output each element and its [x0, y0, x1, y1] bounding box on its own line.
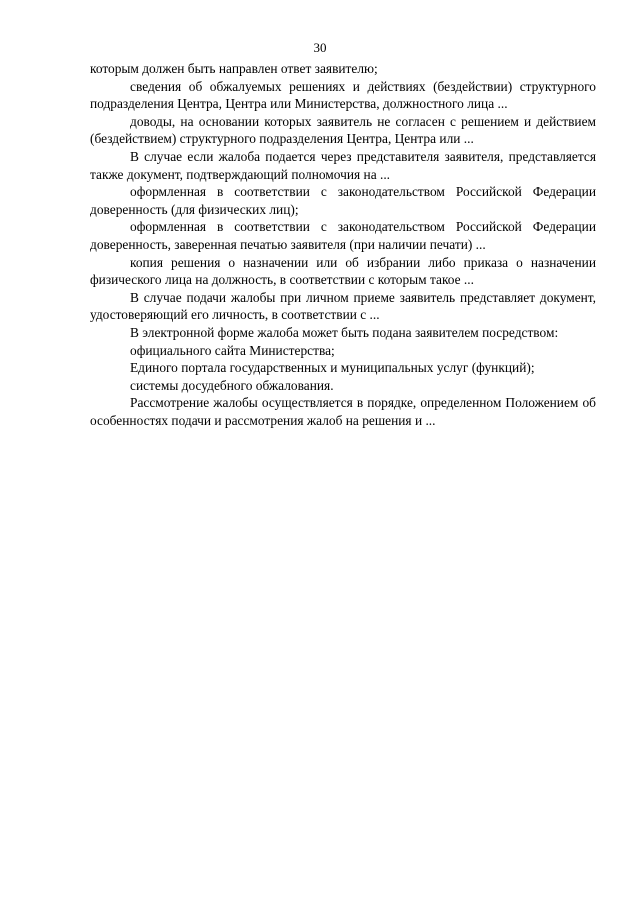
paragraph-3: доводы, на основании которых заявитель не согласен с решением и действием (бездействием) структурного подразделения Центра, Центра или ...: [90, 113, 596, 147]
paragraph-9: В электронной форме жалоба может быть подана заявителем посредством:: [130, 324, 559, 340]
paragraph-8: В случае подачи жалобы при личном приеме заявитель представляет документ, удостоверяющий его личность, в соответствии с ...: [90, 289, 596, 323]
paragraph-4: В случае если жалоба подается через представителя заявителя, представляется также документ, подтверждающий полномочия на ...: [90, 148, 596, 182]
paragraph-2: сведения об обжалуемых решениях и действиях (бездействии) структурного подразделения Центра, Центра или Министерства, должностного лица ...: [90, 78, 596, 112]
paragraph-10: официального сайта Министерства;: [130, 342, 335, 358]
paragraph-11: Единого портала государственных и муниципальных услуг (функций);: [130, 360, 535, 376]
paragraph-5: оформленная в соответствии с законодательством Российской Федерации доверенность (для физических лиц);: [90, 184, 596, 217]
paragraph-6: оформленная в соответствии с законодательством Российской Федерации доверенность, заверенная печатью заявителя (при наличии печати) ...: [90, 219, 596, 252]
paragraph-7: копия решения о назначении или об избрании либо приказа о назначении физического лица на должность, в соответствии с которым такое ...: [90, 254, 596, 288]
paragraph-13: Рассмотрение жалобы осуществляется в порядке, определенном Положением об особенностях подачи и рассмотрения жалоб на решения и ...: [90, 395, 596, 428]
paragraph-12: системы досудебного обжалования.: [130, 377, 334, 393]
document-body: [90, 60, 596, 429]
page-number: 30: [313, 40, 327, 55]
paragraph-1: которым должен быть направлен ответ заявителю;: [90, 61, 378, 76]
